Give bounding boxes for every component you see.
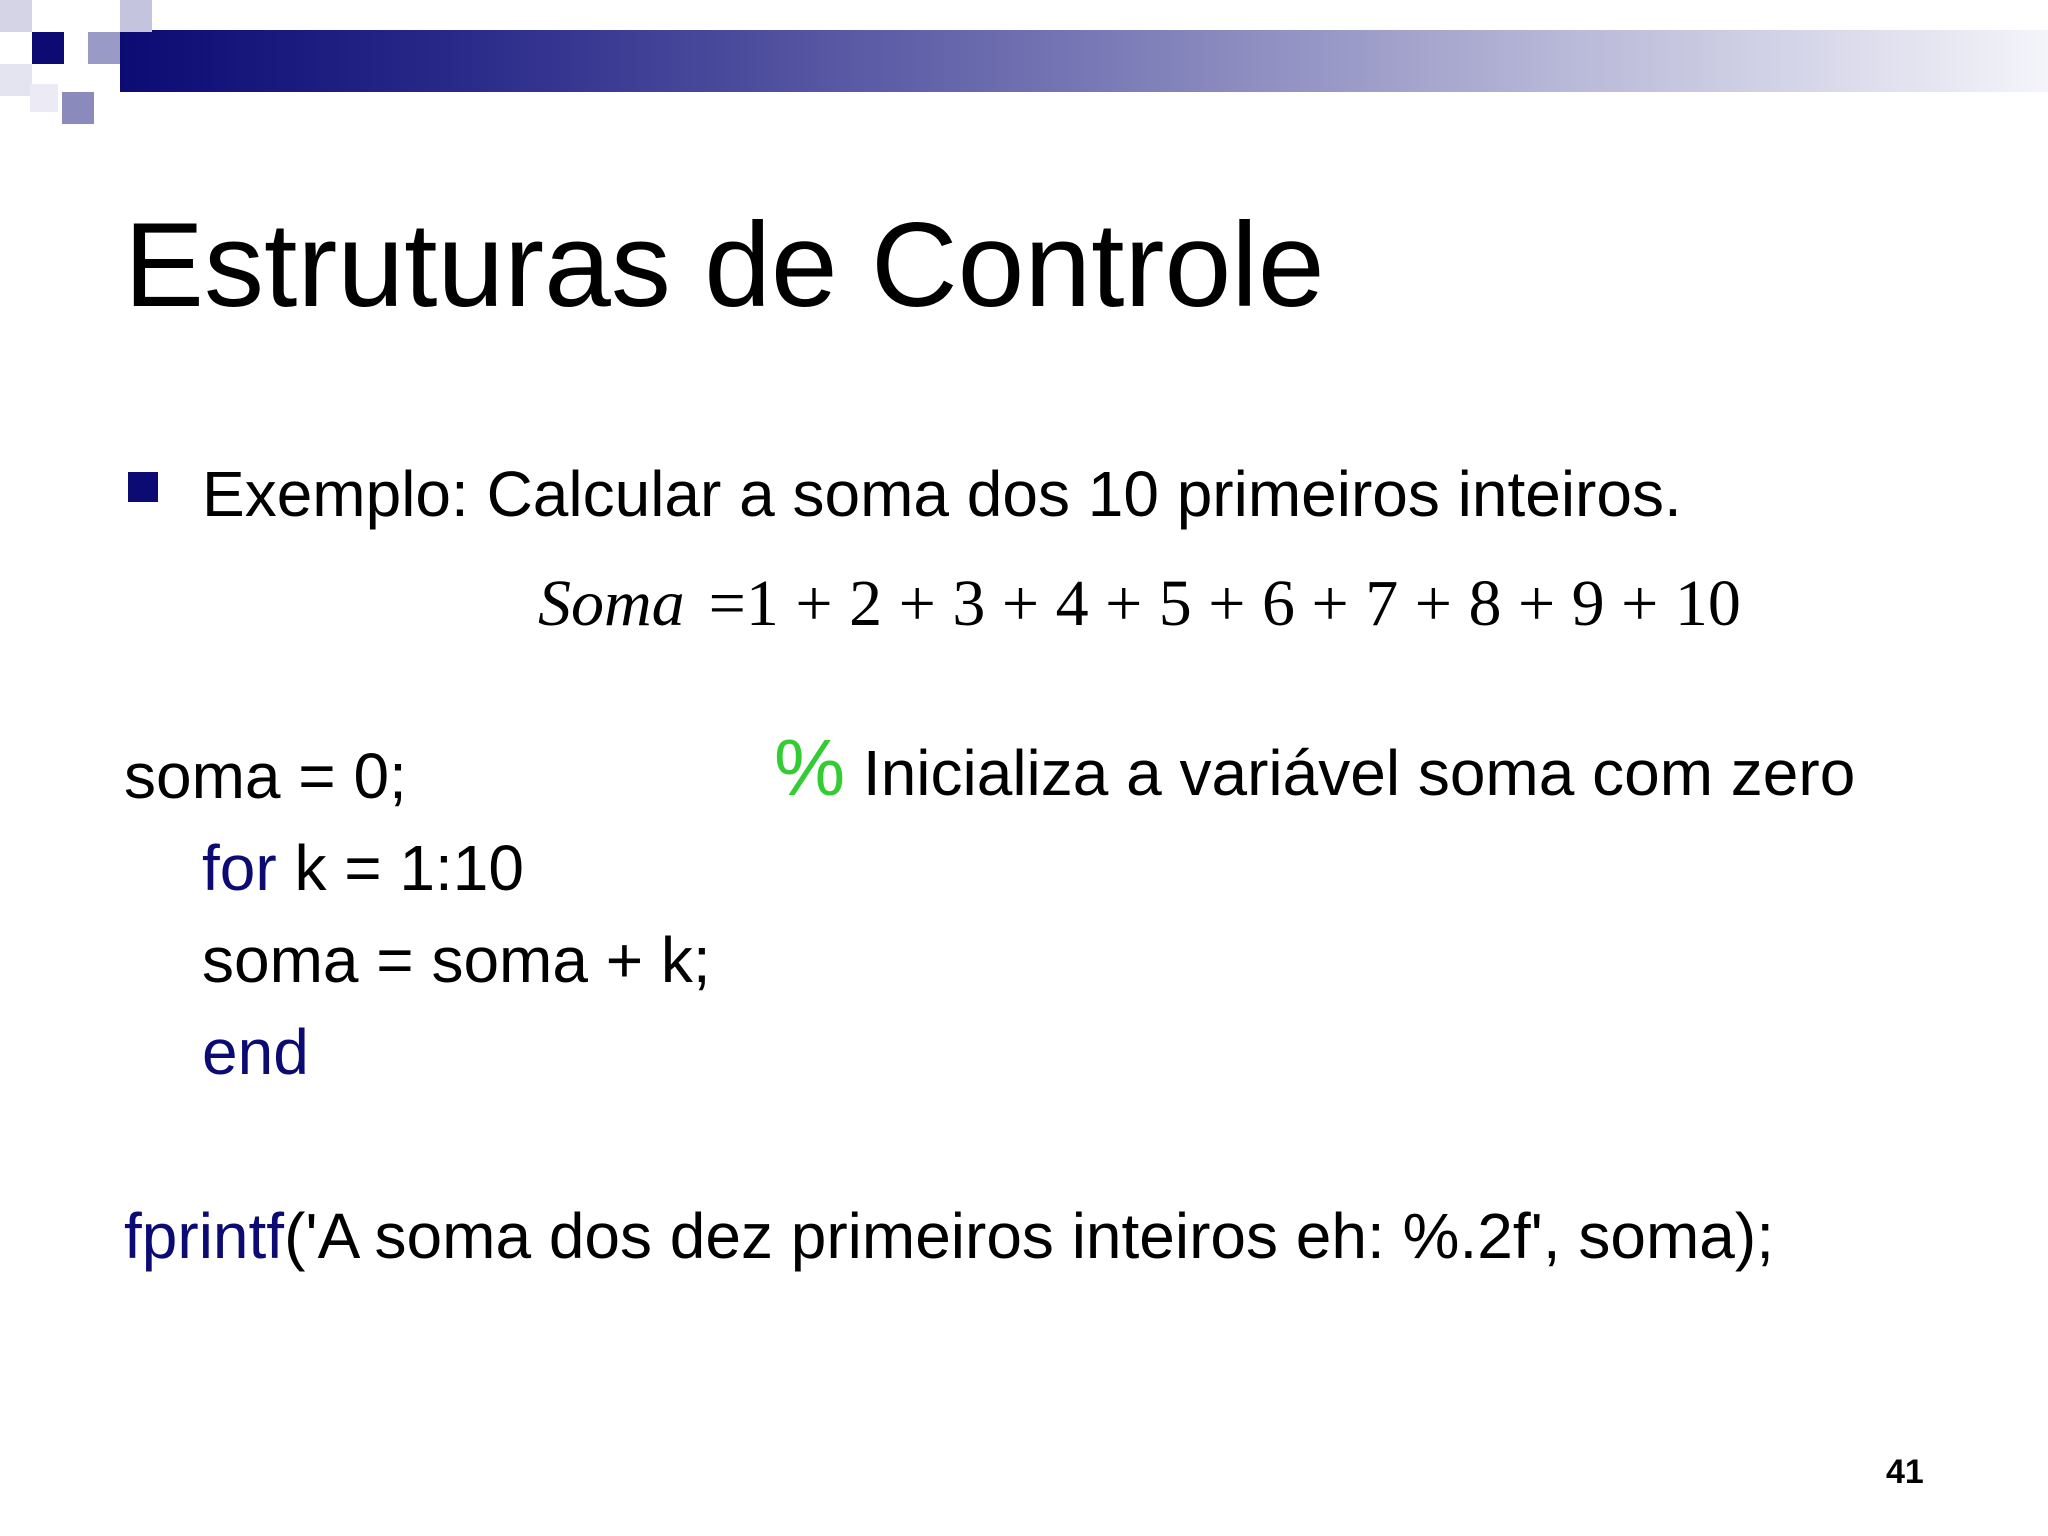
for-keyword: for xyxy=(202,832,277,904)
code-line-init: soma = 0; xyxy=(124,740,407,812)
comment-percent-sign: % xyxy=(774,723,846,812)
page-number: 41 xyxy=(1886,1453,1924,1491)
code-comment xyxy=(774,723,1856,812)
header-gradient-bar xyxy=(120,30,2048,92)
equation-equals: = xyxy=(708,567,746,640)
end-keyword: end xyxy=(202,1016,309,1088)
equation-expression: 1 + 2 + 3 + 4 + 5 + 6 + 7 + 8 + 9 + 10 xyxy=(745,567,1741,640)
code-line-body: soma = soma + k; xyxy=(202,924,711,996)
fprintf-arguments: ('A soma dos dez primeiros inteiros eh: %.2f', soma); xyxy=(284,1200,1774,1272)
sum-equation xyxy=(538,566,1741,642)
bullet-square-icon xyxy=(128,472,158,502)
fprintf-keyword: fprintf xyxy=(124,1200,285,1272)
for-range: k = 1:10 xyxy=(276,832,524,904)
code-line-end xyxy=(202,1014,309,1090)
comment-text: Inicializa a variável soma com zero xyxy=(845,737,1856,809)
equation-variable: Soma xyxy=(538,567,685,640)
bullet-text: Exemplo: Calcular a soma dos 10 primeiros inteiros. xyxy=(202,458,1682,530)
code-line-for xyxy=(202,830,524,906)
code-line-fprintf xyxy=(124,1198,1774,1274)
slide-title: Estruturas de Controle xyxy=(124,198,1325,332)
